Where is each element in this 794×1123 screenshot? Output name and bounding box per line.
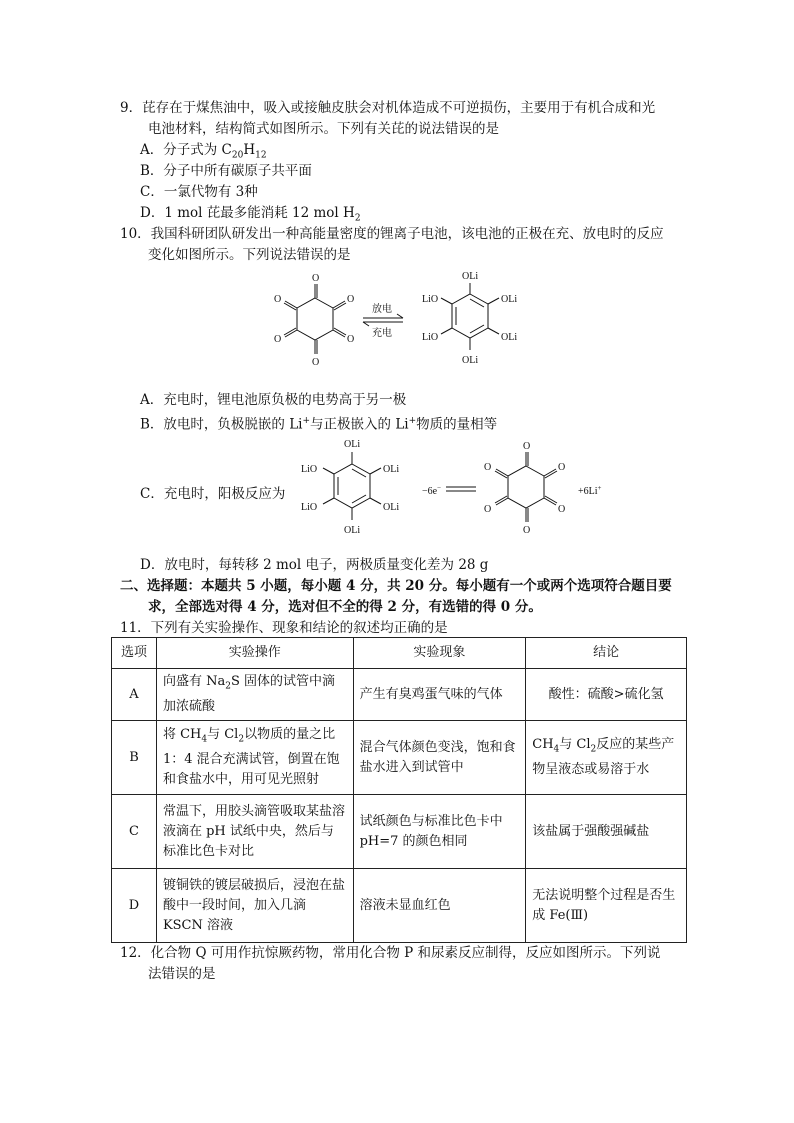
option-b-post: 物质的量相等 xyxy=(416,416,498,433)
o-upper-right: O xyxy=(347,294,355,305)
lio-lower-left: LiO xyxy=(422,332,439,343)
c-o-top: O xyxy=(523,441,531,452)
charge-label: 充电 xyxy=(372,328,392,339)
question-10-stem-line2: 变化如图所示。下列说法错误的是 xyxy=(148,247,351,263)
equilibrium-arrows xyxy=(363,302,403,339)
option-a-sub2: 12 xyxy=(255,150,267,161)
header-option: 选项 xyxy=(112,638,157,669)
cyclohexanehexone-structure-c xyxy=(484,441,565,536)
q10-reaction-scheme xyxy=(255,266,545,382)
row-a-phenomenon: 产生有臭鸡蛋气味的气体 xyxy=(353,669,526,721)
lithium-benzenehexolate-structure xyxy=(422,271,517,366)
c-oli-lower-right: OLi xyxy=(383,502,400,513)
question-9-option-c: C．一氯代物有 3种 xyxy=(140,184,258,200)
row-a-operation: 向盛有 $Na_2S$ 固体的试管中滴加浓硫酸 xyxy=(156,669,353,721)
row-d-operation: 镀铜铁的镀层破损后，浸泡在盐酸中一段时间，加入几滴 KSCN 溶液 xyxy=(156,869,353,943)
question-10-option-c: C．充电时，阳极反应为 xyxy=(140,486,286,502)
oli-bottom: OLi xyxy=(462,355,479,366)
option-b-sup1: + xyxy=(302,416,311,426)
row-b-conclusion: $CH_4$与 $Cl_2$反应的某些产物呈液态或易溶于水 xyxy=(526,721,687,795)
header-operation: 实验操作 xyxy=(156,638,353,669)
table-row-d xyxy=(112,869,687,943)
question-11-stem: 11．下列有关实验操作、现象和结论的叙述均正确的是 xyxy=(120,620,448,636)
question-9 xyxy=(120,98,680,140)
c-minus-electrons: −6e− xyxy=(422,484,442,497)
question-9-stem-line2: 电池材料，结构简式如图所示。下列有关芘的说法错误的是 xyxy=(148,121,499,137)
table-row-a xyxy=(112,669,687,721)
cyclohexanehexone-structure xyxy=(274,273,354,368)
oli-lower-right: OLi xyxy=(501,332,518,343)
option-a-sub1: 20 xyxy=(231,150,244,161)
row-b-option: B xyxy=(112,721,157,795)
oli-upper-right: OLi xyxy=(501,294,518,305)
c-lio-upper-left: LiO xyxy=(301,464,318,475)
table-row-c xyxy=(112,795,687,869)
option-d-text: D．1 mol 芘最多能消耗 12 mol H xyxy=(140,205,355,221)
option-a-text: A．分子式为 C xyxy=(140,142,232,158)
question-10-option-a: A．充电时，锂电池原负极的电势高于另一极 xyxy=(140,392,407,408)
option-b-mid: 与正极嵌入的 Li xyxy=(310,416,409,433)
o-upper-left: O xyxy=(274,294,282,305)
row-c-phenomenon: 试纸颜色与标准比色卡中 pH=7 的颜色相同 xyxy=(353,795,526,869)
c-o-lower-right: O xyxy=(558,504,566,515)
o-bottom: O xyxy=(312,357,320,368)
header-conclusion: 结论 xyxy=(526,638,687,669)
c-o-bottom: O xyxy=(523,525,531,536)
table-header-row xyxy=(112,638,687,669)
experiment-table xyxy=(111,637,687,943)
c-o-lower-left: O xyxy=(484,504,492,515)
question-10-stem-line1: 10．我国科研团队研发出一种高能量密度的锂离子电池，该电池的正极在充、放电时的反应 xyxy=(120,226,664,242)
section-2-header xyxy=(120,576,690,618)
question-9-stem-line1: 9．芘存在于煤焦油中，吸入或接触皮肤会对机体造成不可逆损伤，主要用于有机合成和光 xyxy=(120,100,656,116)
row-d-conclusion: 无法说明整个过程是否生成 Fe(Ⅲ) xyxy=(526,869,687,943)
table-row-b xyxy=(112,721,687,795)
question-10 xyxy=(120,224,680,266)
question-12 xyxy=(120,943,680,985)
question-10-option-d: D．放电时，每转移 2 mol 电子，两极质量变化差为 28 g xyxy=(140,557,489,573)
option-a-mid: H xyxy=(243,142,256,158)
lio-upper-left: LiO xyxy=(422,294,439,305)
o-lower-right: O xyxy=(347,334,355,345)
question-12-stem-line1: 12．化合物 Q 可用作抗惊厥药物，常用化合物 P 和尿素反应制得，反应如图所示。下列说 xyxy=(120,945,661,961)
section-2-line1: 二、选择题：本题共 5 小题，每小题 4 分，共 20 分。每小题有一个或两个选项符合题目要 xyxy=(120,578,672,594)
o-top: O xyxy=(312,273,320,284)
o-lower-left: O xyxy=(274,334,282,345)
c-oli-bottom: OLi xyxy=(344,525,361,536)
c-oli-top: OLi xyxy=(344,439,361,450)
lithium-benzenehexolate-structure-c xyxy=(301,439,399,536)
c-o-upper-left: O xyxy=(484,462,492,473)
row-b-phenomenon: 混合气体颜色变浅，饱和食盐水进入到试管中 xyxy=(353,721,526,795)
section-2-line2: 求，全部选对得 4 分，选对但不全的得 2 分，有选错的得 0 分。 xyxy=(148,599,542,615)
row-b-operation: 将 $CH_4$与 $Cl_2$以物质的量之比 1：4 混合充满试管，倒置在饱和食盐水中，用可见光照射 xyxy=(156,721,353,795)
option-b-pre: B．放电时，负极脱嵌的 Li xyxy=(140,416,303,433)
row-c-operation: 常温下，用胶头滴管吸取某盐溶液滴在 pH 试纸中央，然后与标准比色卡对比 xyxy=(156,795,353,869)
c-plus-lithium: +6Li+ xyxy=(578,484,602,497)
discharge-label: 放电 xyxy=(372,304,392,315)
option-d-sub: 2 xyxy=(354,213,361,224)
c-lio-lower-left: LiO xyxy=(301,502,318,513)
oli-top: OLi xyxy=(462,271,479,282)
row-c-conclusion: 该盐属于强酸强碱盐 xyxy=(526,795,687,869)
q10-option-c-equation xyxy=(290,432,620,550)
c-oli-upper-right: OLi xyxy=(383,464,400,475)
header-phenomenon: 实验现象 xyxy=(353,638,526,669)
question-12-stem-line2: 法错误的是 xyxy=(148,966,216,982)
row-d-phenomenon: 溶液未显血红色 xyxy=(353,869,526,943)
row-d-option: D xyxy=(112,869,157,943)
row-c-option: C xyxy=(112,795,157,869)
row-a-conclusion: 酸性：硫酸>硫化氢 xyxy=(526,669,687,721)
option-b-sup2: + xyxy=(408,416,417,426)
question-9-option-b: B．分子中所有碳原子共平面 xyxy=(140,163,312,179)
row-a-option: A xyxy=(112,669,157,721)
c-o-upper-right: O xyxy=(558,462,566,473)
